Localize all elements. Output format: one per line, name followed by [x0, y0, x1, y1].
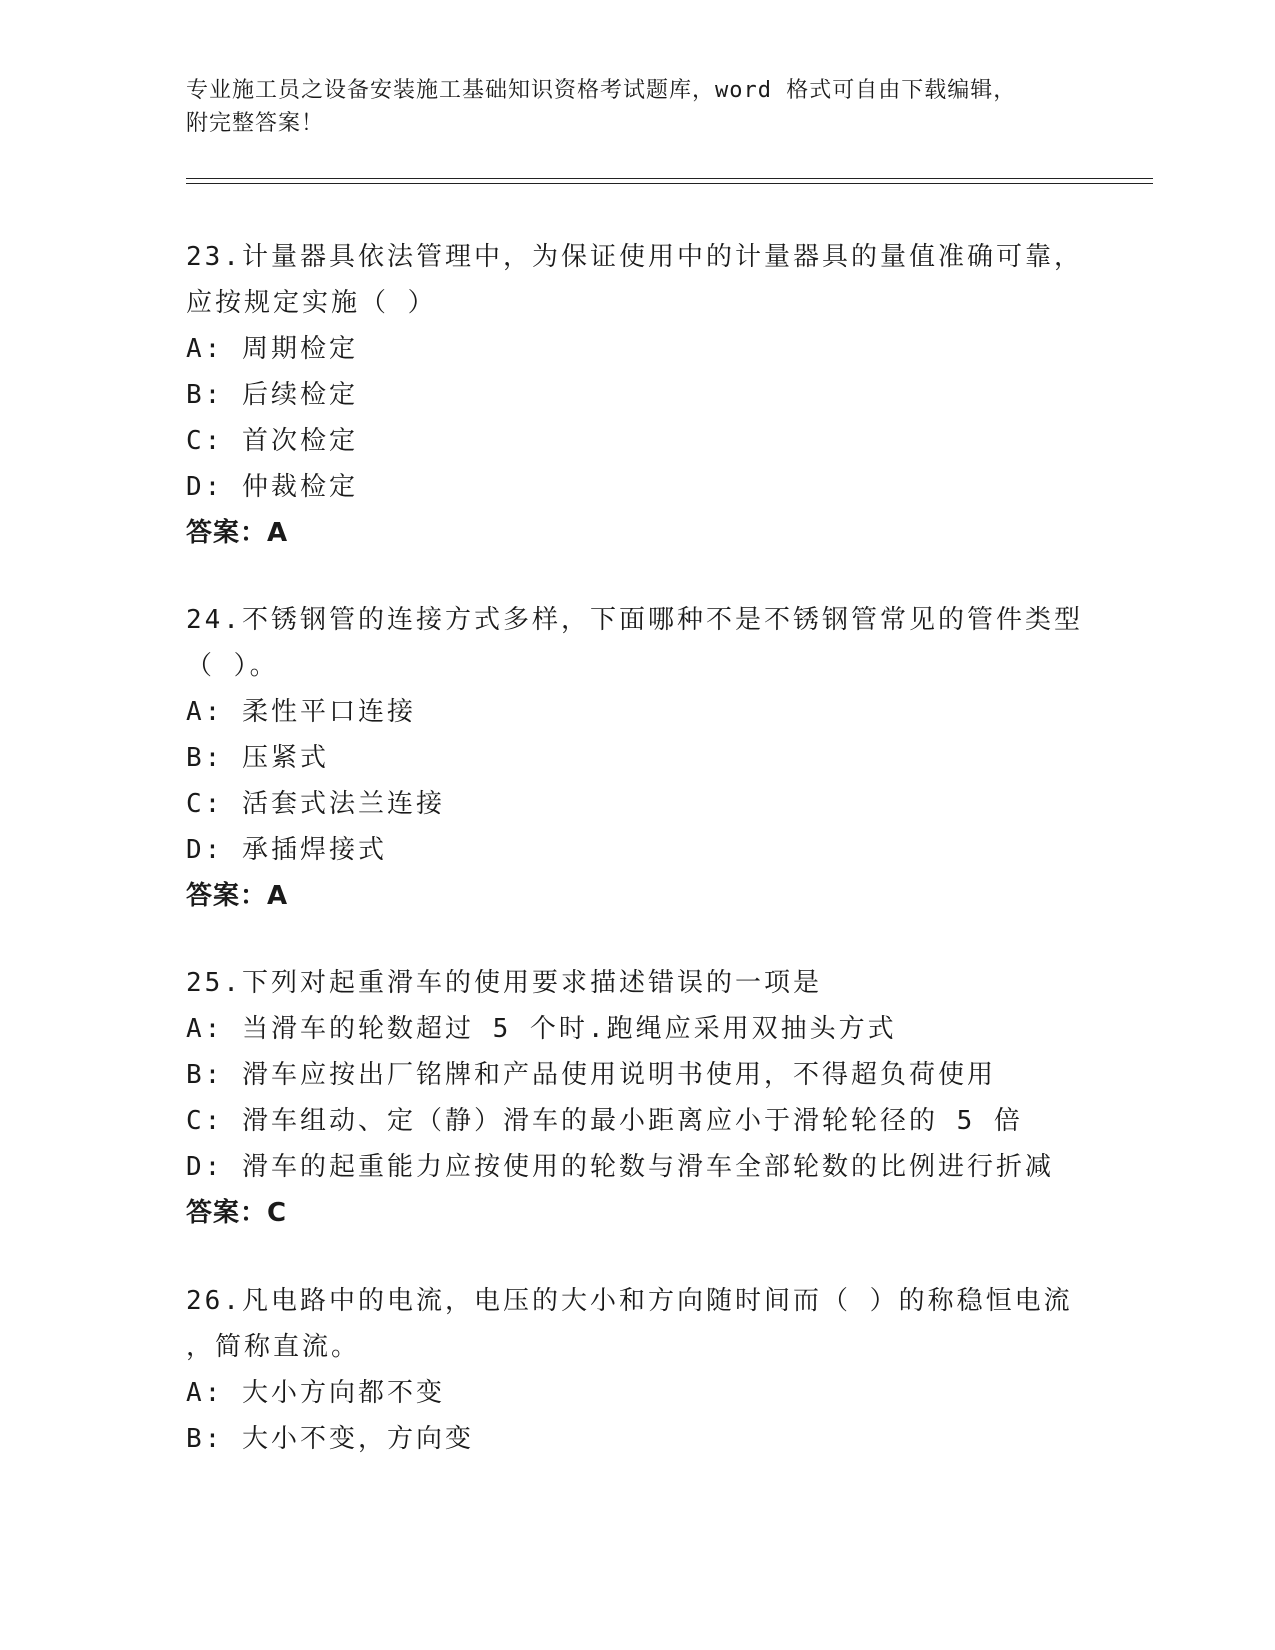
option-a: A: 周期检定 [186, 334, 358, 364]
question-stem-line: 应按规定实施（ ） [186, 288, 437, 318]
question-26 [186, 1278, 1086, 1462]
option-a: A: 当滑车的轮数超过 5 个时.跑绳应采用双抽头方式 [186, 1014, 897, 1044]
option-c: C: 活套式法兰连接 [186, 789, 445, 819]
header-line-2: 附完整答案！ [186, 111, 325, 136]
option-b: B: 后续检定 [186, 380, 358, 410]
question-stem [186, 960, 1086, 1006]
question-stem-line: 26.凡电路中的电流，电压的大小和方向随时间而（ ）的称稳恒电流 [186, 1286, 1073, 1316]
option-d: D: 仲裁检定 [186, 472, 358, 502]
header-line-1: 专业施工员之设备安装施工基础知识资格考试题库，word 格式可自由下载编辑， [186, 78, 1017, 103]
answer: 答案：C [186, 1198, 288, 1228]
question-stem-line: （ ）。 [186, 651, 279, 681]
question-stem [186, 234, 1086, 326]
question-23 [186, 234, 1086, 556]
option-b: B: 滑车应按出厂铭牌和产品使用说明书使用，不得超负荷使用 [186, 1060, 996, 1090]
question-25 [186, 960, 1086, 1236]
option-a: A: 大小方向都不变 [186, 1378, 445, 1408]
option-d: D: 承插焊接式 [186, 835, 387, 865]
option-b: B: 压紧式 [186, 743, 329, 773]
document-header [186, 74, 1086, 140]
option-d: D: 滑车的起重能力应按使用的轮数与滑车全部轮数的比例进行折减 [186, 1152, 1054, 1182]
question-stem-line: 24.不锈钢管的连接方式多样，下面哪种不是不锈钢管常见的管件类型 [186, 605, 1083, 635]
header-divider-top [186, 178, 1153, 179]
question-24 [186, 597, 1086, 919]
option-c: C: 滑车组动、定（静）滑车的最小距离应小于滑轮轮径的 5 倍 [186, 1106, 1023, 1136]
answer: 答案：A [186, 881, 289, 911]
header-divider-bottom [186, 183, 1153, 184]
question-stem-line: 25.下列对起重滑车的使用要求描述错误的一项是 [186, 968, 822, 998]
option-a: A: 柔性平口连接 [186, 697, 416, 727]
question-stem [186, 1278, 1086, 1370]
option-b: B: 大小不变，方向变 [186, 1424, 474, 1454]
question-stem-line: 23.计量器具依法管理中，为保证使用中的计量器具的量值准确可靠， [186, 242, 1083, 272]
option-c: C: 首次检定 [186, 426, 358, 456]
question-stem [186, 597, 1086, 689]
answer: 答案：A [186, 518, 289, 548]
question-stem-line: ，简称直流。 [186, 1332, 361, 1362]
